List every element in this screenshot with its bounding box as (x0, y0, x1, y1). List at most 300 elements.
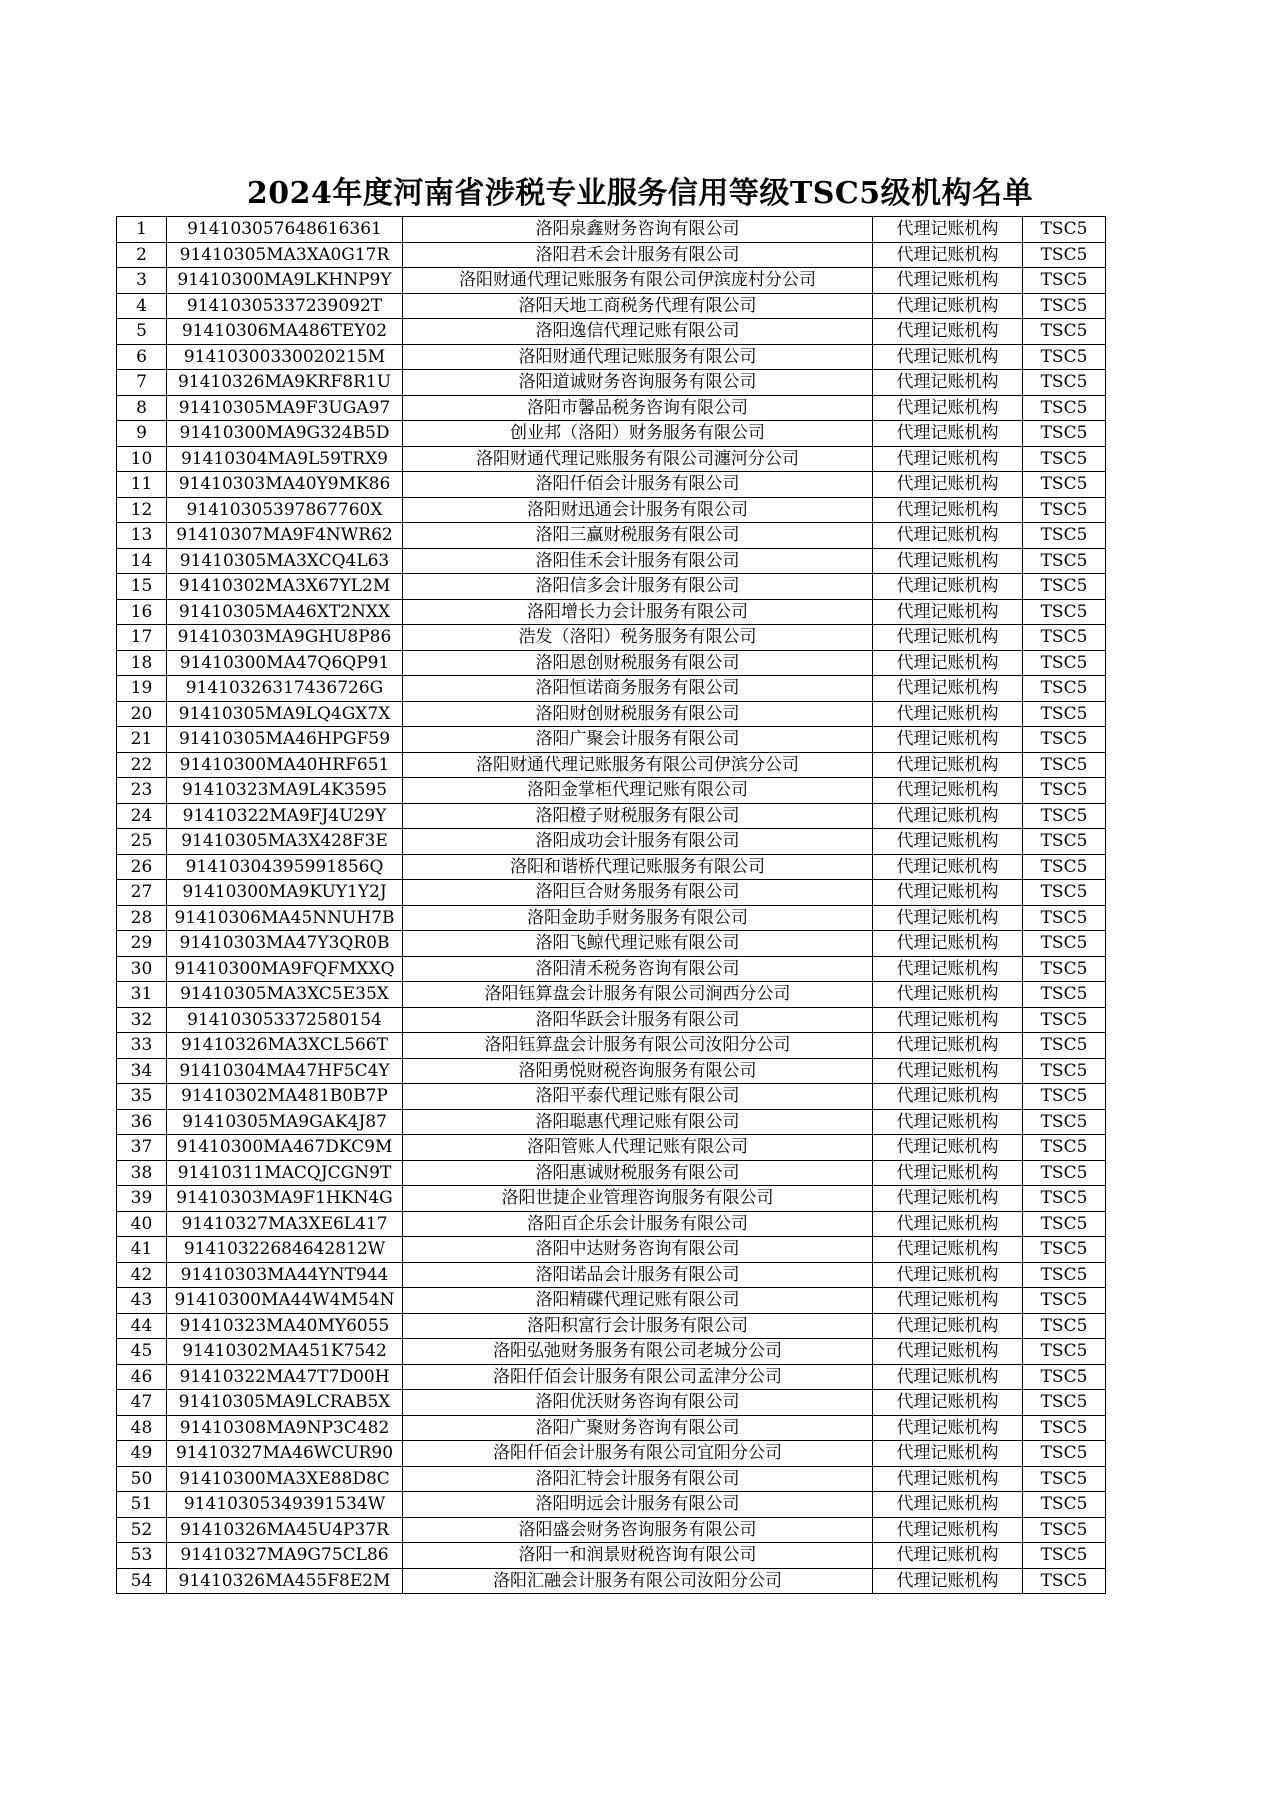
credit-code: 91410304MA47HF5C4Y (167, 1058, 403, 1084)
table-row (117, 905, 1106, 931)
table-row (117, 854, 1106, 880)
table-row (117, 395, 1106, 421)
table-row (117, 650, 1106, 676)
table-row (117, 421, 1106, 447)
row-number: 18 (117, 650, 167, 676)
institution-type: 代理记账机构 (873, 1568, 1023, 1594)
credit-level: TSC5 (1023, 370, 1106, 396)
credit-level: TSC5 (1023, 854, 1106, 880)
credit-code: 91410300MA3XE88D8C (167, 1466, 403, 1492)
institution-type: 代理记账机构 (873, 1033, 1023, 1059)
institution-name: 洛阳增长力会计服务有限公司 (403, 599, 873, 625)
table-row (117, 1211, 1106, 1237)
credit-code: 91410302MA3X67YL2M (167, 574, 403, 600)
institution-name: 洛阳恩创财税服务有限公司 (403, 650, 873, 676)
credit-code: 91410303MA9GHU8P86 (167, 625, 403, 651)
credit-level: TSC5 (1023, 1186, 1106, 1212)
credit-code: 91410305MA3XCQ4L63 (167, 548, 403, 574)
credit-code: 91410305337239092T (167, 293, 403, 319)
credit-code: 91410303MA9F1HKN4G (167, 1186, 403, 1212)
table-row (117, 472, 1106, 498)
institution-type: 代理记账机构 (873, 625, 1023, 651)
row-number: 31 (117, 982, 167, 1008)
institution-name: 洛阳佳禾会计服务有限公司 (403, 548, 873, 574)
institution-name: 洛阳盛会财务咨询服务有限公司 (403, 1517, 873, 1543)
institution-type: 代理记账机构 (873, 829, 1023, 855)
row-number: 17 (117, 625, 167, 651)
credit-code: 91410326MA45U4P37R (167, 1517, 403, 1543)
table-row (117, 344, 1106, 370)
table-row (117, 1568, 1106, 1594)
credit-level: TSC5 (1023, 752, 1106, 778)
credit-code: 91410306MA45NNUH7B (167, 905, 403, 931)
table-row (117, 1237, 1106, 1263)
credit-level: TSC5 (1023, 1415, 1106, 1441)
table-row (117, 1441, 1106, 1467)
institution-type: 代理记账机构 (873, 599, 1023, 625)
institution-type: 代理记账机构 (873, 650, 1023, 676)
table-row (117, 625, 1106, 651)
credit-code: 91410303MA40Y9MK86 (167, 472, 403, 498)
institution-name: 洛阳天地工商税务代理有限公司 (403, 293, 873, 319)
institution-name: 洛阳财通代理记账服务有限公司伊滨庞村分公司 (403, 268, 873, 294)
credit-code: 91410300MA40HRF651 (167, 752, 403, 778)
credit-code: 91410304395991856Q (167, 854, 403, 880)
institution-name: 洛阳明远会计服务有限公司 (403, 1492, 873, 1518)
credit-level: TSC5 (1023, 1568, 1106, 1594)
institution-type: 代理记账机构 (873, 1313, 1023, 1339)
institution-type: 代理记账机构 (873, 242, 1023, 268)
institution-name: 洛阳勇悦财税咨询服务有限公司 (403, 1058, 873, 1084)
table-row (117, 880, 1106, 906)
credit-level: TSC5 (1023, 242, 1106, 268)
row-number: 26 (117, 854, 167, 880)
institution-name: 洛阳清禾税务咨询有限公司 (403, 956, 873, 982)
credit-level: TSC5 (1023, 446, 1106, 472)
institution-name: 洛阳财通代理记账服务有限公司 (403, 344, 873, 370)
row-number: 25 (117, 829, 167, 855)
credit-level: TSC5 (1023, 803, 1106, 829)
credit-level: TSC5 (1023, 905, 1106, 931)
institution-name: 洛阳广聚财务咨询有限公司 (403, 1415, 873, 1441)
institution-type: 代理记账机构 (873, 701, 1023, 727)
institution-name: 洛阳泉鑫财务咨询有限公司 (403, 217, 873, 243)
row-number: 42 (117, 1262, 167, 1288)
institution-name: 洛阳优沃财务咨询有限公司 (403, 1390, 873, 1416)
credit-level: TSC5 (1023, 880, 1106, 906)
institution-name: 洛阳财创财税服务有限公司 (403, 701, 873, 727)
institution-type: 代理记账机构 (873, 727, 1023, 753)
row-number: 5 (117, 319, 167, 345)
credit-level: TSC5 (1023, 1492, 1106, 1518)
table-row (117, 1186, 1106, 1212)
institution-name: 创业邦（洛阳）财务服务有限公司 (403, 421, 873, 447)
credit-level: TSC5 (1023, 497, 1106, 523)
row-number: 7 (117, 370, 167, 396)
table-row (117, 1160, 1106, 1186)
institution-name: 洛阳诺品会计服务有限公司 (403, 1262, 873, 1288)
row-number: 49 (117, 1441, 167, 1467)
table-row (117, 370, 1106, 396)
credit-code: 91410300MA44W4M54N (167, 1288, 403, 1314)
credit-level: TSC5 (1023, 574, 1106, 600)
credit-code: 91410323MA40MY6055 (167, 1313, 403, 1339)
institution-type: 代理记账机构 (873, 1390, 1023, 1416)
credit-level: TSC5 (1023, 1007, 1106, 1033)
credit-level: TSC5 (1023, 727, 1106, 753)
row-number: 1 (117, 217, 167, 243)
institution-name: 洛阳财迅通会计服务有限公司 (403, 497, 873, 523)
credit-level: TSC5 (1023, 931, 1106, 957)
credit-code: 91410305MA9LQ4GX7X (167, 701, 403, 727)
table-row (117, 931, 1106, 957)
credit-level: TSC5 (1023, 599, 1106, 625)
table-row (117, 1007, 1106, 1033)
table-row (117, 1084, 1106, 1110)
row-number: 41 (117, 1237, 167, 1263)
table-row (117, 548, 1106, 574)
institution-type: 代理记账机构 (873, 1109, 1023, 1135)
institution-name: 洛阳聪惠代理记账有限公司 (403, 1109, 873, 1135)
institution-type: 代理记账机构 (873, 421, 1023, 447)
credit-level: TSC5 (1023, 1237, 1106, 1263)
credit-code: 91410305MA9LCRAB5X (167, 1390, 403, 1416)
table-row (117, 1109, 1106, 1135)
credit-code: 91410305MA3XA0G17R (167, 242, 403, 268)
credit-level: TSC5 (1023, 319, 1106, 345)
institution-type: 代理记账机构 (873, 1364, 1023, 1390)
row-number: 54 (117, 1568, 167, 1594)
credit-code: 91410302MA451K7542 (167, 1339, 403, 1365)
institution-type: 代理记账机构 (873, 1441, 1023, 1467)
row-number: 47 (117, 1390, 167, 1416)
credit-level: TSC5 (1023, 472, 1106, 498)
institution-name: 洛阳成功会计服务有限公司 (403, 829, 873, 855)
table-row (117, 956, 1106, 982)
institution-type: 代理记账机构 (873, 344, 1023, 370)
row-number: 36 (117, 1109, 167, 1135)
row-number: 46 (117, 1364, 167, 1390)
row-number: 48 (117, 1415, 167, 1441)
credit-code: 91410326317436726G (167, 676, 403, 702)
institution-type: 代理记账机构 (873, 1262, 1023, 1288)
credit-level: TSC5 (1023, 778, 1106, 804)
institution-type: 代理记账机构 (873, 803, 1023, 829)
institution-type: 代理记账机构 (873, 1339, 1023, 1365)
table-row (117, 1517, 1106, 1543)
institution-name: 洛阳平泰代理记账有限公司 (403, 1084, 873, 1110)
institution-type: 代理记账机构 (873, 752, 1023, 778)
row-number: 8 (117, 395, 167, 421)
table-row (117, 676, 1106, 702)
table-row (117, 982, 1106, 1008)
row-number: 13 (117, 523, 167, 549)
credit-code: 91410304MA9L59TRX9 (167, 446, 403, 472)
institution-type: 代理记账机构 (873, 1237, 1023, 1263)
institution-name: 洛阳汇融会计服务有限公司汝阳分公司 (403, 1568, 873, 1594)
credit-level: TSC5 (1023, 1084, 1106, 1110)
credit-level: TSC5 (1023, 625, 1106, 651)
credit-code: 91410305349391534W (167, 1492, 403, 1518)
credit-code: 91410327MA46WCUR90 (167, 1441, 403, 1467)
institution-type: 代理记账机构 (873, 1415, 1023, 1441)
table-row (117, 1313, 1106, 1339)
institution-name: 洛阳财通代理记账服务有限公司伊滨分公司 (403, 752, 873, 778)
institution-type: 代理记账机构 (873, 1543, 1023, 1569)
credit-level: TSC5 (1023, 1390, 1106, 1416)
row-number: 35 (117, 1084, 167, 1110)
row-number: 29 (117, 931, 167, 957)
institution-type: 代理记账机构 (873, 1517, 1023, 1543)
credit-level: TSC5 (1023, 1135, 1106, 1161)
page-title: 2024年度河南省涉税专业服务信用等级TSC5级机构名单 (246, 176, 1034, 211)
institution-name: 洛阳市馨品税务咨询有限公司 (403, 395, 873, 421)
institution-type: 代理记账机构 (873, 1211, 1023, 1237)
institution-name: 洛阳弘弛财务服务有限公司老城分公司 (403, 1339, 873, 1365)
row-number: 30 (117, 956, 167, 982)
row-number: 6 (117, 344, 167, 370)
institution-type: 代理记账机构 (873, 548, 1023, 574)
institution-type: 代理记账机构 (873, 446, 1023, 472)
credit-level: TSC5 (1023, 650, 1106, 676)
row-number: 50 (117, 1466, 167, 1492)
credit-code: 91410303MA47Y3QR0B (167, 931, 403, 957)
institution-name: 洛阳橙子财税服务有限公司 (403, 803, 873, 829)
credit-level: TSC5 (1023, 1517, 1106, 1543)
table-row (117, 803, 1106, 829)
table-row (117, 1033, 1106, 1059)
institution-type: 代理记账机构 (873, 497, 1023, 523)
credit-level: TSC5 (1023, 344, 1106, 370)
institution-name: 洛阳一和润景财税咨询有限公司 (403, 1543, 873, 1569)
credit-code: 914103053372580154 (167, 1007, 403, 1033)
institution-name: 洛阳财通代理记账服务有限公司瀍河分公司 (403, 446, 873, 472)
credit-code: 91410305MA46XT2NXX (167, 599, 403, 625)
row-number: 37 (117, 1135, 167, 1161)
table-row (117, 523, 1106, 549)
table-row (117, 242, 1106, 268)
credit-level: TSC5 (1023, 217, 1106, 243)
row-number: 45 (117, 1339, 167, 1365)
credit-code: 91410326MA3XCL566T (167, 1033, 403, 1059)
institution-type: 代理记账机构 (873, 395, 1023, 421)
row-number: 15 (117, 574, 167, 600)
institution-type: 代理记账机构 (873, 854, 1023, 880)
institution-type: 代理记账机构 (873, 319, 1023, 345)
table-row (117, 446, 1106, 472)
table-row (117, 217, 1106, 243)
credit-code: 91410300330020215M (167, 344, 403, 370)
credit-level: TSC5 (1023, 1160, 1106, 1186)
credit-code: 91410326MA455F8E2M (167, 1568, 403, 1594)
credit-code: 91410307MA9F4NWR62 (167, 523, 403, 549)
credit-code: 91410300MA47Q6QP91 (167, 650, 403, 676)
credit-level: TSC5 (1023, 1466, 1106, 1492)
table-row (117, 1543, 1106, 1569)
institution-name: 洛阳三赢财税服务有限公司 (403, 523, 873, 549)
institution-type: 代理记账机构 (873, 1058, 1023, 1084)
row-number: 39 (117, 1186, 167, 1212)
row-number: 34 (117, 1058, 167, 1084)
institution-name: 洛阳管账人代理记账有限公司 (403, 1135, 873, 1161)
table-row (117, 778, 1106, 804)
credit-code: 91410322MA47T7D00H (167, 1364, 403, 1390)
credit-code: 91410311MACQJCGN9T (167, 1160, 403, 1186)
institution-name: 洛阳钰算盘会计服务有限公司涧西分公司 (403, 982, 873, 1008)
institution-type: 代理记账机构 (873, 1466, 1023, 1492)
credit-code: 91410327MA3XE6L417 (167, 1211, 403, 1237)
credit-level: TSC5 (1023, 956, 1106, 982)
credit-code: 91410300MA9G324B5D (167, 421, 403, 447)
table-row (117, 701, 1106, 727)
institution-type: 代理记账机构 (873, 217, 1023, 243)
institution-name: 洛阳惠诚财税服务有限公司 (403, 1160, 873, 1186)
institution-type: 代理记账机构 (873, 676, 1023, 702)
credit-code: 91410300MA9KUY1Y2J (167, 880, 403, 906)
institution-type: 代理记账机构 (873, 523, 1023, 549)
institution-name: 洛阳仟佰会计服务有限公司孟津分公司 (403, 1364, 873, 1390)
credit-level: TSC5 (1023, 829, 1106, 855)
row-number: 21 (117, 727, 167, 753)
credit-level: TSC5 (1023, 701, 1106, 727)
table-row (117, 1262, 1106, 1288)
institution-type: 代理记账机构 (873, 1492, 1023, 1518)
table-row (117, 1058, 1106, 1084)
credit-code: 914103057648616361 (167, 217, 403, 243)
credit-code: 91410305MA3XC5E35X (167, 982, 403, 1008)
row-number: 20 (117, 701, 167, 727)
row-number: 2 (117, 242, 167, 268)
row-number: 51 (117, 1492, 167, 1518)
institution-name: 洛阳仟佰会计服务有限公司 (403, 472, 873, 498)
institution-table (116, 216, 1106, 1594)
table-row (117, 599, 1106, 625)
row-number: 44 (117, 1313, 167, 1339)
institution-name: 洛阳金掌柜代理记账有限公司 (403, 778, 873, 804)
institution-name: 洛阳百企乐会计服务有限公司 (403, 1211, 873, 1237)
table-row (117, 1390, 1106, 1416)
credit-level: TSC5 (1023, 1313, 1106, 1339)
credit-level: TSC5 (1023, 293, 1106, 319)
institution-name: 洛阳仟佰会计服务有限公司宜阳分公司 (403, 1441, 873, 1467)
institution-type: 代理记账机构 (873, 982, 1023, 1008)
table-row (117, 1135, 1106, 1161)
row-number: 14 (117, 548, 167, 574)
row-number: 11 (117, 472, 167, 498)
row-number: 53 (117, 1543, 167, 1569)
institution-name: 洛阳广聚会计服务有限公司 (403, 727, 873, 753)
table-row (117, 319, 1106, 345)
row-number: 28 (117, 905, 167, 931)
credit-level: TSC5 (1023, 421, 1106, 447)
institution-type: 代理记账机构 (873, 1084, 1023, 1110)
institution-type: 代理记账机构 (873, 1007, 1023, 1033)
credit-level: TSC5 (1023, 1058, 1106, 1084)
institution-name: 浩发（洛阳）税务服务有限公司 (403, 625, 873, 651)
institution-name: 洛阳汇特会计服务有限公司 (403, 1466, 873, 1492)
institution-name: 洛阳华跃会计服务有限公司 (403, 1007, 873, 1033)
credit-code: 91410326MA9KRF8R1U (167, 370, 403, 396)
credit-code: 91410308MA9NP3C482 (167, 1415, 403, 1441)
credit-code: 91410300MA9LKHNP9Y (167, 268, 403, 294)
row-number: 33 (117, 1033, 167, 1059)
institution-type: 代理记账机构 (873, 778, 1023, 804)
credit-code: 91410322MA9FJ4U29Y (167, 803, 403, 829)
table-row (117, 293, 1106, 319)
row-number: 19 (117, 676, 167, 702)
credit-code: 91410327MA9G75CL86 (167, 1543, 403, 1569)
institution-name: 洛阳恒诺商务服务有限公司 (403, 676, 873, 702)
institution-type: 代理记账机构 (873, 574, 1023, 600)
credit-level: TSC5 (1023, 523, 1106, 549)
institution-name: 洛阳和谐桥代理记账服务有限公司 (403, 854, 873, 880)
institution-name: 洛阳巨合财务服务有限公司 (403, 880, 873, 906)
credit-level: TSC5 (1023, 395, 1106, 421)
credit-level: TSC5 (1023, 1339, 1106, 1365)
institution-type: 代理记账机构 (873, 1135, 1023, 1161)
credit-level: TSC5 (1023, 1441, 1106, 1467)
credit-level: TSC5 (1023, 268, 1106, 294)
credit-level: TSC5 (1023, 1211, 1106, 1237)
table-row (117, 752, 1106, 778)
credit-level: TSC5 (1023, 1033, 1106, 1059)
table-row (117, 1364, 1106, 1390)
row-number: 10 (117, 446, 167, 472)
row-number: 3 (117, 268, 167, 294)
row-number: 4 (117, 293, 167, 319)
credit-code: 91410305MA9F3UGA97 (167, 395, 403, 421)
row-number: 12 (117, 497, 167, 523)
table-row (117, 574, 1106, 600)
institution-type: 代理记账机构 (873, 931, 1023, 957)
institution-type: 代理记账机构 (873, 472, 1023, 498)
institution-type: 代理记账机构 (873, 370, 1023, 396)
table-row (117, 497, 1106, 523)
institution-name: 洛阳道诚财务咨询服务有限公司 (403, 370, 873, 396)
table-row (117, 1492, 1106, 1518)
table-row (117, 268, 1106, 294)
credit-level: TSC5 (1023, 1109, 1106, 1135)
row-number: 43 (117, 1288, 167, 1314)
institution-name: 洛阳精碟代理记账有限公司 (403, 1288, 873, 1314)
credit-code: 91410323MA9L4K3595 (167, 778, 403, 804)
credit-code: 91410322684642812W (167, 1237, 403, 1263)
credit-level: TSC5 (1023, 548, 1106, 574)
credit-level: TSC5 (1023, 1364, 1106, 1390)
credit-level: TSC5 (1023, 1288, 1106, 1314)
row-number: 16 (117, 599, 167, 625)
institution-type: 代理记账机构 (873, 880, 1023, 906)
row-number: 9 (117, 421, 167, 447)
institution-name: 洛阳积富行会计服务有限公司 (403, 1313, 873, 1339)
institution-name: 洛阳钰算盘会计服务有限公司汝阳分公司 (403, 1033, 873, 1059)
table-row (117, 1466, 1106, 1492)
institution-type: 代理记账机构 (873, 905, 1023, 931)
row-number: 38 (117, 1160, 167, 1186)
institution-name: 洛阳中达财务咨询有限公司 (403, 1237, 873, 1263)
row-number: 22 (117, 752, 167, 778)
credit-code: 91410303MA44YNT944 (167, 1262, 403, 1288)
row-number: 52 (117, 1517, 167, 1543)
institution-type: 代理记账机构 (873, 268, 1023, 294)
institution-type: 代理记账机构 (873, 956, 1023, 982)
table-row (117, 1288, 1106, 1314)
table-row (117, 1339, 1106, 1365)
row-number: 24 (117, 803, 167, 829)
credit-level: TSC5 (1023, 676, 1106, 702)
institution-name: 洛阳信多会计服务有限公司 (403, 574, 873, 600)
institution-type: 代理记账机构 (873, 1288, 1023, 1314)
